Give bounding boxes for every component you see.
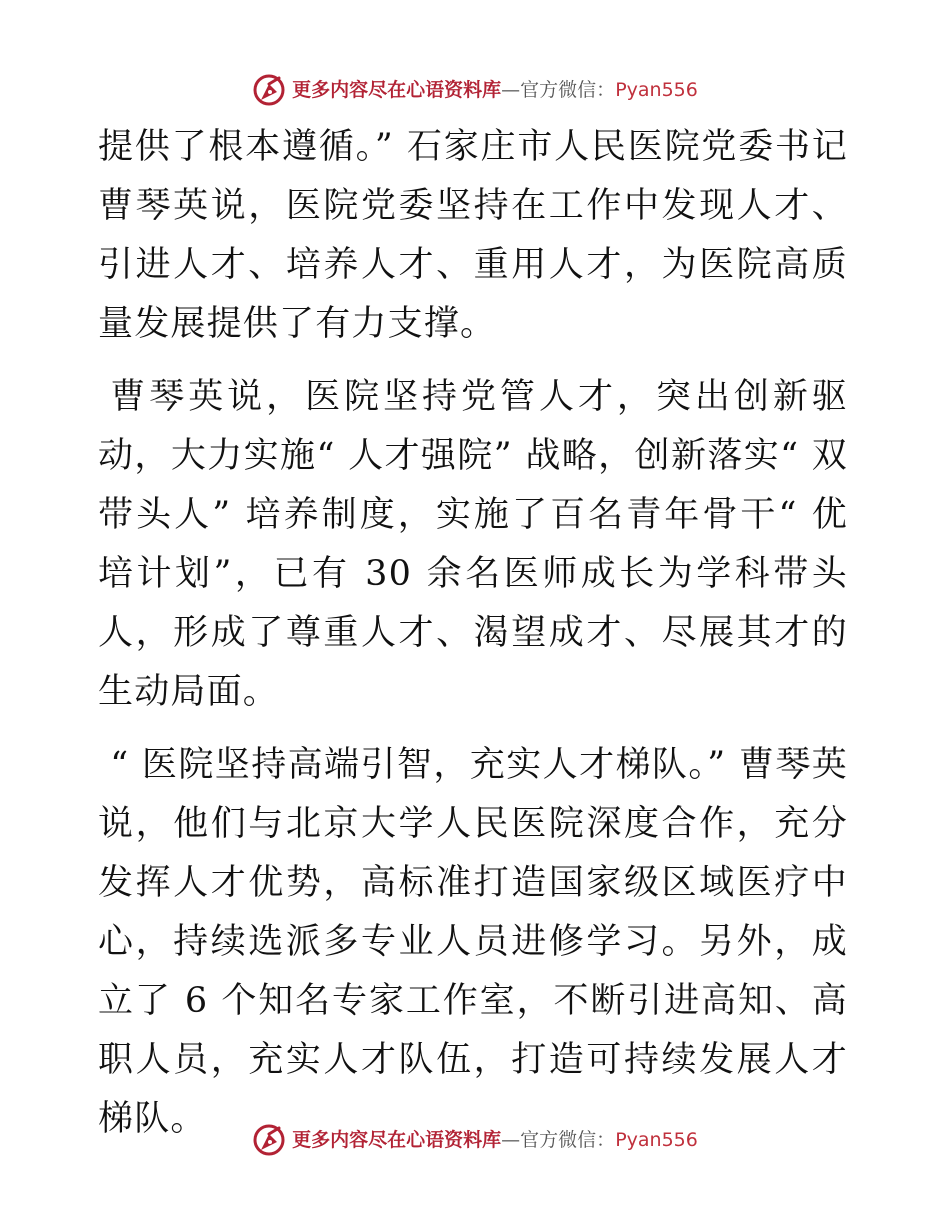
banner-wechat-id: Pyan556 <box>615 1129 698 1151</box>
paragraph-1: 提供了根本遵循。” 石家庄市人民医院党委书记曹琴英说，医院党委坚持在工作中发现人才、引进人才、培养人才、重用人才，为医院高质量发展提供了有力支撑。 <box>98 127 848 344</box>
header-banner <box>0 70 950 110</box>
banner-more-text: 更多内容尽在心语资料库 <box>292 1129 502 1151</box>
banner-wechat-label: 官方微信： <box>520 1129 616 1151</box>
article-body <box>98 118 848 1149</box>
banner-wechat-label: 官方微信： <box>520 79 616 101</box>
pen-nib-logo-icon <box>252 1123 286 1157</box>
paragraph-3: “ 医院坚持高端引智，充实人才梯队。” 曹琴英说，他们与北京大学人民医院深度合作，充分发挥人才优势，高标准打造国家级区域医疗中心，持续选派多专业人员进修学习。另外，成立了 6 个知名专家工作室，不断引进高知、高职人员，充实人才队伍，打造可持续发展人才梯队。 <box>98 745 848 1139</box>
banner-separator: — <box>501 79 521 101</box>
paragraph-2: 曹琴英说，医院坚持党管人才，突出创新驱动，大力实施“ 人才强院” 战略，创新落实“ 双带头人” 培养制度，实施了百名青年骨干“ 优培计划”，已有 30 余名医师成长为学科带头人，形成了尊重人才、渴望成才、尽展其才的生动局面。 <box>98 377 848 712</box>
banner-more-text: 更多内容尽在心语资料库 <box>292 79 502 101</box>
banner-separator: — <box>501 1129 521 1151</box>
banner-text <box>292 70 698 110</box>
banner-wechat-id: Pyan556 <box>615 79 698 101</box>
footer-banner <box>0 1120 950 1160</box>
pen-nib-logo-icon <box>252 73 286 107</box>
banner-text <box>292 1120 698 1160</box>
